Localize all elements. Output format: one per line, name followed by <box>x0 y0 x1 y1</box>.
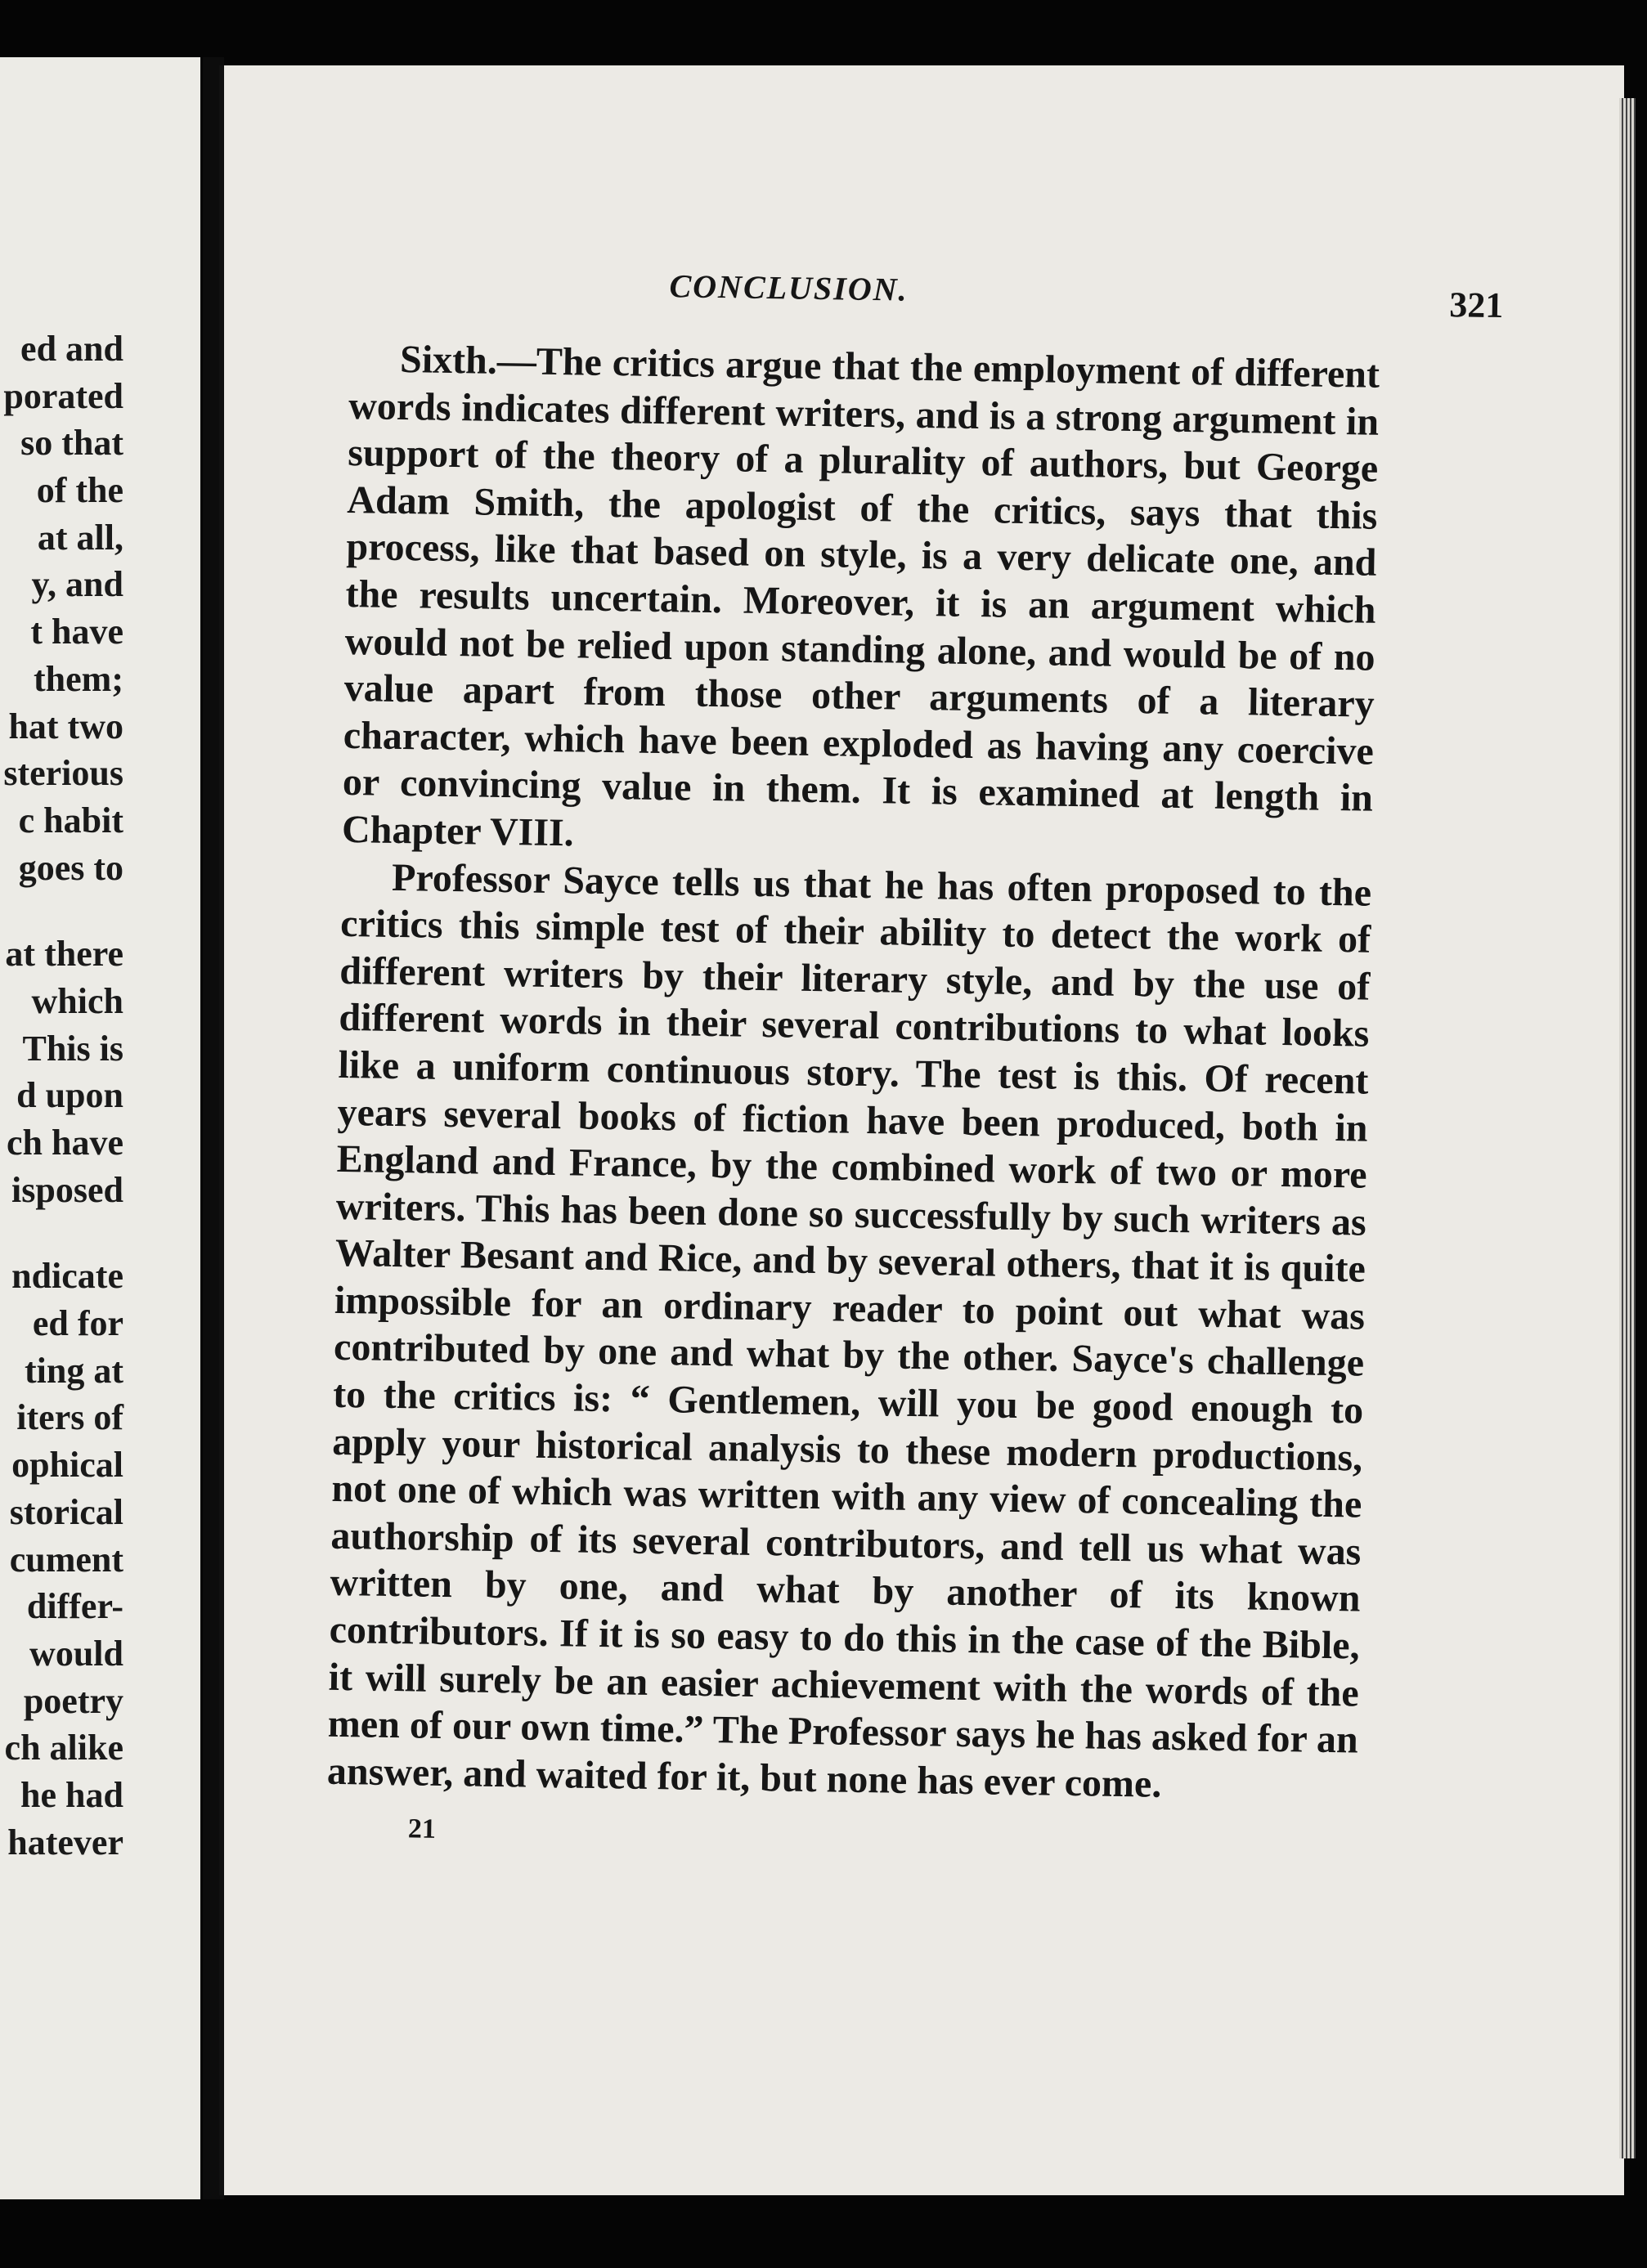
left-line: ch alike <box>4 1728 123 1768</box>
left-line: hat two <box>8 706 123 746</box>
left-paragraph-gap <box>0 1213 123 1253</box>
left-line: would <box>29 1633 123 1674</box>
left-line: goes to <box>18 847 123 888</box>
page-number: 321 <box>1448 285 1504 326</box>
left-line: which <box>31 980 123 1021</box>
left-line: This is <box>22 1028 123 1069</box>
left-line: he had <box>20 1774 123 1815</box>
left-line: d upon <box>16 1075 123 1116</box>
left-line: them; <box>34 658 123 699</box>
page-content <box>326 262 1504 1861</box>
page-edges <box>1619 98 1636 2158</box>
paragraph-sixth: Sixth.—The critics argue that the employment of different words indicates different writers, and is a strong argument in support of the theory of a plurality of authors, but George Adam Smith, the apologist of the critics, says that this process, like that based on style, is a very delicate one, and the results uncertain. Moreover, it is an argument which would not be relied upon standing alone, and would be of no value apart from those other arguments of a literary character, which have been exploded as having any coercive or convincing value in them. It is examined at length in Chapter VIII. <box>341 337 1380 855</box>
left-line: ndicate <box>11 1256 123 1297</box>
left-line: ed for <box>32 1303 123 1344</box>
left-line: storical <box>9 1491 123 1532</box>
left-line: differ- <box>26 1586 123 1627</box>
left-page <box>0 57 200 2199</box>
left-page-text <box>0 325 123 1866</box>
right-page <box>219 65 1624 2195</box>
left-line: iters of <box>16 1397 123 1438</box>
left-line: ophical <box>11 1445 123 1486</box>
left-line: isposed <box>11 1169 123 1210</box>
left-line: t have <box>30 612 123 652</box>
left-line: y, and <box>31 564 123 605</box>
left-line: sterious <box>3 753 123 794</box>
left-line: so that <box>20 423 123 464</box>
left-line: hatever <box>7 1822 123 1862</box>
signature-mark: 21 <box>407 1813 437 1845</box>
left-line: ting at <box>25 1350 123 1391</box>
left-line: porated <box>3 375 123 416</box>
left-paragraph-gap <box>0 891 123 930</box>
left-line: cument <box>9 1539 123 1580</box>
left-line: at there <box>5 934 123 975</box>
running-title: CONCLUSION. <box>669 267 909 308</box>
left-line: ch have <box>7 1123 123 1163</box>
left-line: c habit <box>18 800 123 840</box>
left-line: ed and <box>20 329 123 369</box>
paragraph-sayce: Professor Sayce tells us that he has often proposed to the critics this simple test of their ability to detect the work of different writers by their literary style, and by the use of different words in their several contributions to what looks like a uniform continuous story. The test is this. Of recent years several books of fiction have been produced, both in England and France, by the combined work of two or more writers. This has been done so successfully by such writers as Walter Besant and Rice, and by several others, that it is quite impossible for an ordinary reader to point out what was contributed by one and what by the other. Sayce's challenge to the critics is: “ Gentlemen, will you be good enough to apply your historical analysis to these modern productions, not one of which was written with any view of concealing the authorship of its several contributors, and tell us what was written by one, and what by another of its known contributors. If it is so easy to do this in the case of the Bible, it will surely be an easier achievement with the words of the men of our own time.” The Professor says he has asked for an answer, and waited for it, but none has ever come. <box>326 855 1372 1806</box>
left-line: of the <box>36 470 123 511</box>
left-line: poetry <box>23 1680 123 1721</box>
left-line: at all, <box>37 517 123 558</box>
